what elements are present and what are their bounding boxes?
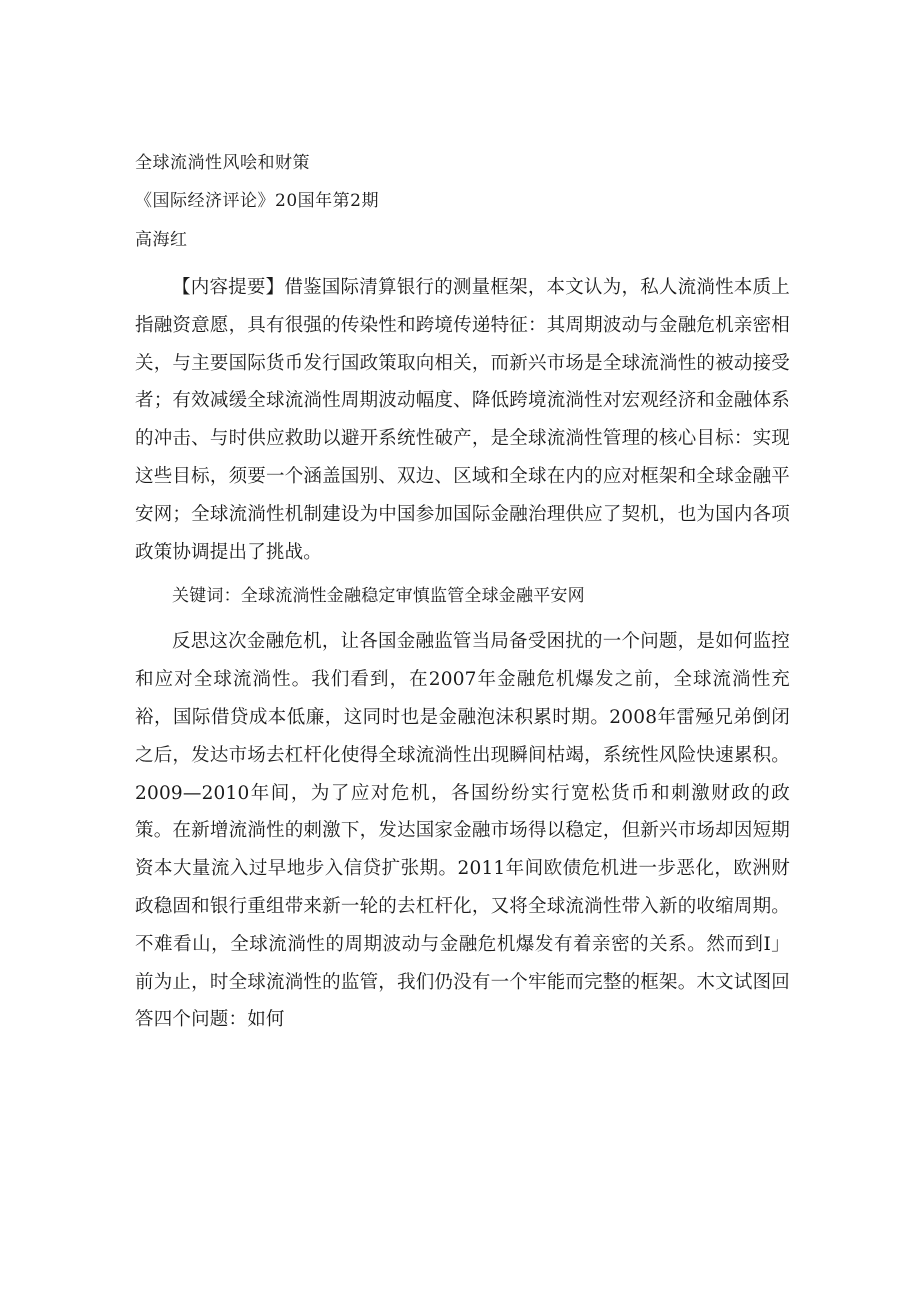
document-title: 全球流淌性风哙和财策 [135,153,310,173]
keywords-line: 关键词：全球流淌性金融稳定审慎监管全球金融平安网 [172,586,585,607]
body-paragraph: 反思这次金融危机，让各国金融监管当局备受困扰的一个问题，是如何监控和应对全球流淌性。我们看到，在2007年金融危机爆发之前，全球流淌性充裕，国际借贷成本低廉，这同时也是金融泡沫积累时期。2008年雷殛兄弟倒闭之后，发达市场去杠杆化使得全球流淌性出现瞬间枯竭，系统性风险快速累积。2009—2010年间，为了应对危机，各国纷纷实行宽松货币和刺激财政的政策。在新增流淌性的刺激下，发达国家金融市场得以稳定，但新兴市场却因短期资本大量流入过早地步入信贷扩张期。2011年间欧债危机进一步恶化，欧洲财政稳固和银行重组带来新一轮的去杠杆化，又将全球流淌性带入新的收缩周期。不难看山，全球流淌性的周期波动与金融危机爆发有着亲密的关系。然而到I」前为止，时全球流淌性的监管，我们仍没有一个牢能而完整的框架。木文试图回答四个问题：如何 [135,631,790,1031]
document-source: 《国际经济评论》20国年第2期 [135,191,379,211]
document-author: 高海红 [135,230,188,250]
abstract-paragraph: 【内容提要】借鉴国际清算银行的测量框架，本文认为，私人流淌性本质上指融资意愿，具有很强的传染性和跨境传递特征：其周期波动与金融危机亲密相关，与主要国际货币发行国政策取向相关，而新兴市场是全球流淌性的被动接受者；有效减缓全球流淌性周期波动幅度、降低跨境流淌性对宏观经济和金融体系的冲击、与时供应救助以避开系统性破产，是全球流淌性管理的核心目标：实现这些目标，须要一个涵盖国别、双边、区域和全球在内的应对框架和全球金融平安网；全球流淌性机制建设为中国参加国际金融治理供应了契机，也为国内各项政策协调提出了挑战。 [135,277,790,563]
document-page [135,152,790,1039]
